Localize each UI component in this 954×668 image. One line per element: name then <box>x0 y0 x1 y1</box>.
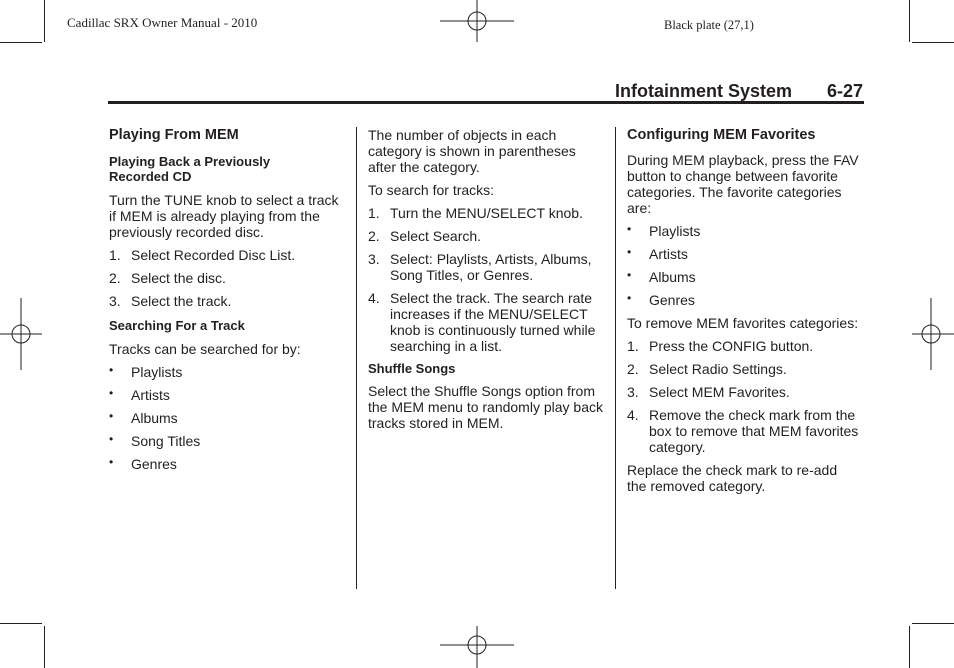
step-number: 2. <box>109 270 121 286</box>
bullet-text: Song Titles <box>131 433 201 449</box>
step-number: 3. <box>627 384 639 400</box>
bullet-icon: • <box>109 363 114 377</box>
bullet-list <box>109 364 345 472</box>
paragraph: Replace the check mark to re-add the removed category. <box>627 462 838 494</box>
list-item <box>109 247 345 263</box>
crop-mark-bottom-left-h <box>0 623 42 624</box>
heading-playing-from-mem: Playing From MEM <box>109 127 239 143</box>
crop-mark-top-left-v <box>44 0 45 42</box>
section-title: Infotainment System <box>615 81 793 101</box>
column-2 <box>368 127 606 438</box>
registration-mark-left <box>0 296 42 372</box>
step-text: Select the track. The search rate increases if the MENU/SELECT knob is continuously turned while searching in a list. <box>390 290 596 354</box>
list-item <box>627 384 859 400</box>
crop-mark-top-right-h <box>912 42 954 43</box>
crop-mark-bottom-right-v <box>909 626 910 668</box>
paragraph: To remove MEM favorites categories: <box>627 315 859 331</box>
paragraph: The number of objects in each category is shown in parentheses after the category. <box>368 127 576 175</box>
registration-mark-bottom <box>438 626 516 668</box>
list-item <box>627 223 859 239</box>
steps-list <box>368 205 606 354</box>
registration-mark-top <box>438 0 516 42</box>
bullet-icon: • <box>627 222 632 236</box>
bullet-icon: • <box>627 268 632 282</box>
subheading-line-2: Recorded CD <box>109 169 192 184</box>
list-item <box>627 361 859 377</box>
bullet-icon: • <box>627 245 632 259</box>
list-item <box>368 205 606 221</box>
step-text: Select the track. <box>131 293 232 309</box>
list-item <box>627 338 859 354</box>
list-item <box>368 290 606 354</box>
step-number: 2. <box>368 228 380 244</box>
step-text: Select Radio Settings. <box>649 361 787 377</box>
bullet-text: Genres <box>131 456 177 472</box>
bullet-text: Artists <box>131 387 170 403</box>
step-text: Select Search. <box>390 228 482 244</box>
list-item <box>109 364 345 380</box>
bullet-icon: • <box>109 386 114 400</box>
bullet-text: Playlists <box>649 223 701 239</box>
crop-mark-top-left-h <box>0 42 42 43</box>
paragraph: During MEM playback, press the FAV button to change between favorite categories. The favorite categories are: <box>627 152 859 216</box>
list-item <box>368 228 606 244</box>
steps-list <box>627 338 859 455</box>
step-text: Press the CONFIG button. <box>649 338 814 354</box>
paragraph: To search for tracks: <box>368 182 495 198</box>
step-text: Remove the check mark from the box to remove that MEM favorites category. <box>649 407 859 455</box>
paragraph: Select the Shuffle Songs option from the MEM menu to randomly play back tracks stored in MEM. <box>368 383 603 431</box>
step-number: 1. <box>368 205 380 221</box>
step-number: 3. <box>109 293 121 309</box>
column-divider-1 <box>356 127 357 589</box>
subheading-shuffle-songs: Shuffle Songs <box>368 361 456 376</box>
bullet-text: Albums <box>649 269 696 285</box>
bullet-text: Genres <box>649 292 695 308</box>
steps-list <box>109 247 345 309</box>
paragraph: Turn the TUNE knob to select a track if MEM is already playing from the previously recorded disc. <box>109 192 339 240</box>
list-item <box>109 456 345 472</box>
step-number: 3. <box>368 251 380 267</box>
crop-mark-top-right-v <box>909 0 910 42</box>
column-3 <box>627 127 859 501</box>
bullet-text: Artists <box>649 246 688 262</box>
step-text: Select Recorded Disc List. <box>131 247 296 263</box>
list-item <box>109 270 345 286</box>
step-text: Turn the MENU/SELECT knob. <box>390 205 583 221</box>
column-1 <box>109 127 345 479</box>
step-text: Select: Playlists, Artists, Albums, Song Titles, or Genres. <box>390 251 592 283</box>
manual-title: Cadillac SRX Owner Manual - 2010 <box>67 15 258 30</box>
list-item <box>627 407 859 455</box>
list-item <box>109 293 345 309</box>
list-item <box>109 410 345 426</box>
bullet-text: Playlists <box>131 364 183 380</box>
bullet-icon: • <box>109 432 114 446</box>
bullet-icon: • <box>627 291 632 305</box>
bullet-text: Albums <box>131 410 178 426</box>
bullet-icon: • <box>109 409 114 423</box>
subheading-searching: Searching For a Track <box>109 318 245 333</box>
step-number: 1. <box>627 338 639 354</box>
step-number: 1. <box>109 247 121 263</box>
step-number: 2. <box>627 361 639 377</box>
bullet-list <box>627 223 859 308</box>
heading-configuring-favorites: Configuring MEM Favorites <box>627 127 816 143</box>
list-item <box>368 251 606 283</box>
header-rule <box>108 101 864 104</box>
step-text: Select the disc. <box>131 270 226 286</box>
list-item <box>109 387 345 403</box>
list-item <box>109 433 345 449</box>
step-number: 4. <box>368 290 380 306</box>
page-number: 6-27 <box>827 81 864 101</box>
crop-mark-bottom-left-v <box>44 626 45 668</box>
subheading-line-1: Playing Back a Previously <box>109 154 271 169</box>
list-item <box>627 292 859 308</box>
subheading-playing-back <box>109 154 345 184</box>
paragraph: Tracks can be searched for by: <box>109 341 301 357</box>
step-number: 4. <box>627 407 639 423</box>
list-item <box>627 269 859 285</box>
crop-mark-bottom-right-h <box>912 623 954 624</box>
column-divider-2 <box>615 127 616 589</box>
plate-label: Black plate (27,1) <box>664 18 754 32</box>
bullet-icon: • <box>109 455 114 469</box>
step-text: Select MEM Favorites. <box>649 384 790 400</box>
registration-mark-right <box>912 296 954 372</box>
list-item <box>627 246 859 262</box>
